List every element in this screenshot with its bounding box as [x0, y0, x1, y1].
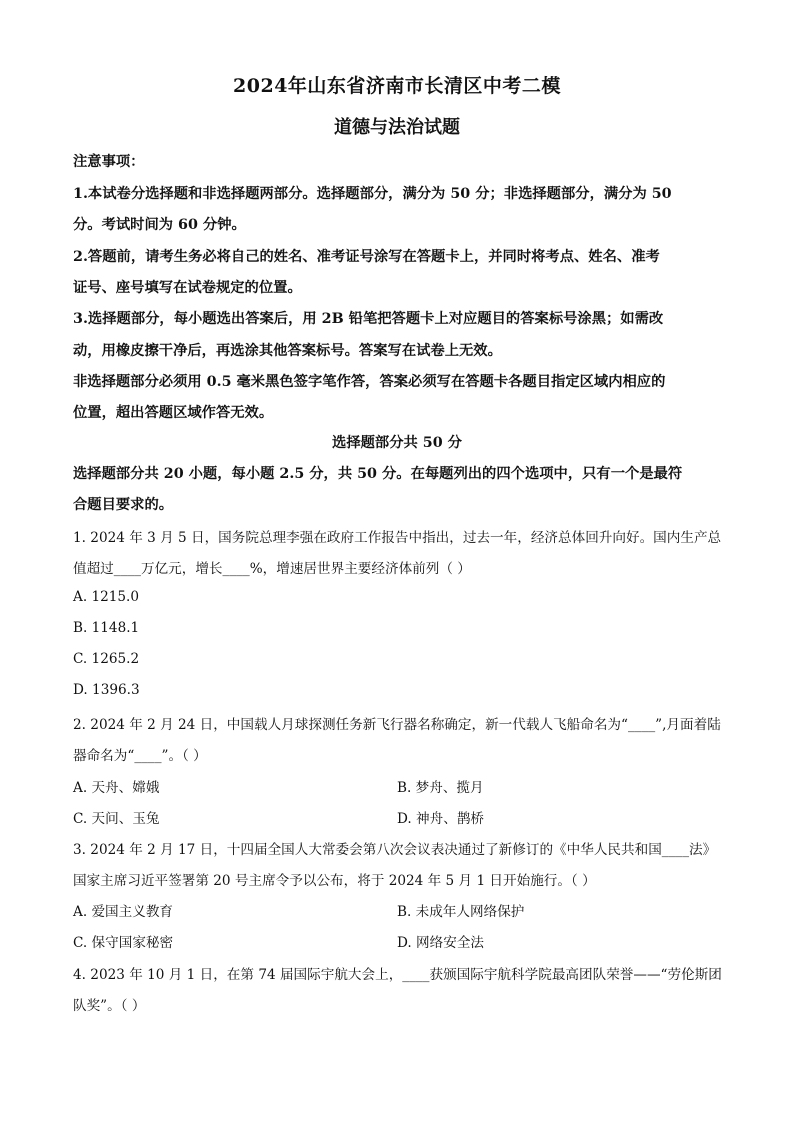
- question-3-option-b: B. 未成年人网络保护: [397, 904, 525, 920]
- question-4-stem: 队奖”。（ ）: [73, 998, 146, 1014]
- notice-line: 3.选择题部分，每小题选出答案后，用 2B 铅笔把答题卡上对应题目的答案标号涂黑；如需改: [73, 311, 664, 327]
- exam-title: 2024年山东省济南市长清区中考二模: [233, 75, 561, 97]
- question-3-stem: 国家主席习近平签署第 20 号主席令予以公布，将于 2024 年 5 月 1 日开始施行。（ ）: [73, 873, 596, 889]
- question-2-option-d: D. 神舟、鹊桥: [397, 811, 485, 827]
- question-2-option-a: A. 天舟、嫦娥: [73, 780, 160, 796]
- question-2-option-c: C. 天问、玉兔: [73, 811, 160, 827]
- question-1-option-b: B. 1148.1: [73, 620, 140, 636]
- notice-line: 非选择题部分必须用 0.5 毫米黑色签字笔作答，答案必须写在答题卡各题目指定区域内相应的: [73, 374, 666, 390]
- exam-subject: 道德与法治试题: [334, 117, 460, 138]
- notice-line: 位置，超出答题区域作答无效。: [73, 405, 274, 421]
- section-intro: 合题目要求的。: [73, 497, 174, 513]
- question-1-option-c: C. 1265.2: [73, 651, 140, 667]
- question-1-stem: 1. 2024 年 3 月 5 日，国务院总理李强在政府工作报告中指出，过去一年，经济总体回升向好。国内生产总: [73, 530, 722, 546]
- notice-line: 2.答题前，请考生务必将自己的姓名、准考证号涂写在答题卡上，并同时将考点、姓名、准考: [73, 249, 660, 265]
- question-1-stem: 值超过____万亿元，增长____%，增速居世界主要经济体前列（ ）: [73, 561, 471, 577]
- notice-line: 1.本试卷分选择题和非选择题两部分。选择题部分，满分为 50 分；非选择题部分，满分为 50: [73, 186, 672, 202]
- question-2-stem: 2. 2024 年 2 月 24 日，中国载人月球探测任务新飞行器名称确定，新一代载人飞船命名为“____”,月面着陆: [73, 717, 721, 733]
- question-1-option-a: A. 1215.0: [73, 589, 140, 605]
- question-2-option-b: B. 梦舟、揽月: [397, 780, 484, 796]
- notice-heading: 注意事项：: [73, 154, 145, 170]
- question-1-option-d: D. 1396.3: [73, 682, 140, 698]
- section-intro: 选择题部分共 20 小题，每小题 2.5 分，共 50 分。在每题列出的四个选项中，只有一个是最符: [73, 466, 683, 482]
- notice-line: 动，用橡皮擦干净后，再选涂其他答案标号。答案写在试卷上无效。: [73, 343, 502, 359]
- question-4-stem: 4. 2023 年 10 月 1 日，在第 74 届国际宇航大会上，____获颁国际宇航科学院最高团队荣誉——“劳伦斯团: [73, 967, 722, 983]
- section-title: 选择题部分共 50 分: [332, 435, 462, 451]
- question-3-option-a: A. 爱国主义教育: [73, 904, 174, 920]
- question-3-option-d: D. 网络安全法: [397, 935, 485, 951]
- question-3-stem: 3. 2024 年 2 月 17 日，十四届全国人大常委会第八次会议表决通过了新修订的《中华人民共和国____法》: [73, 842, 717, 858]
- question-2-stem: 器命名为“____”。（ ）: [73, 748, 207, 764]
- notice-line: 分。考试时间为 60 分钟。: [73, 217, 246, 233]
- notice-line: 证号、座号填写在试卷规定的位置。: [73, 280, 302, 296]
- question-3-option-c: C. 保守国家秘密: [73, 935, 174, 951]
